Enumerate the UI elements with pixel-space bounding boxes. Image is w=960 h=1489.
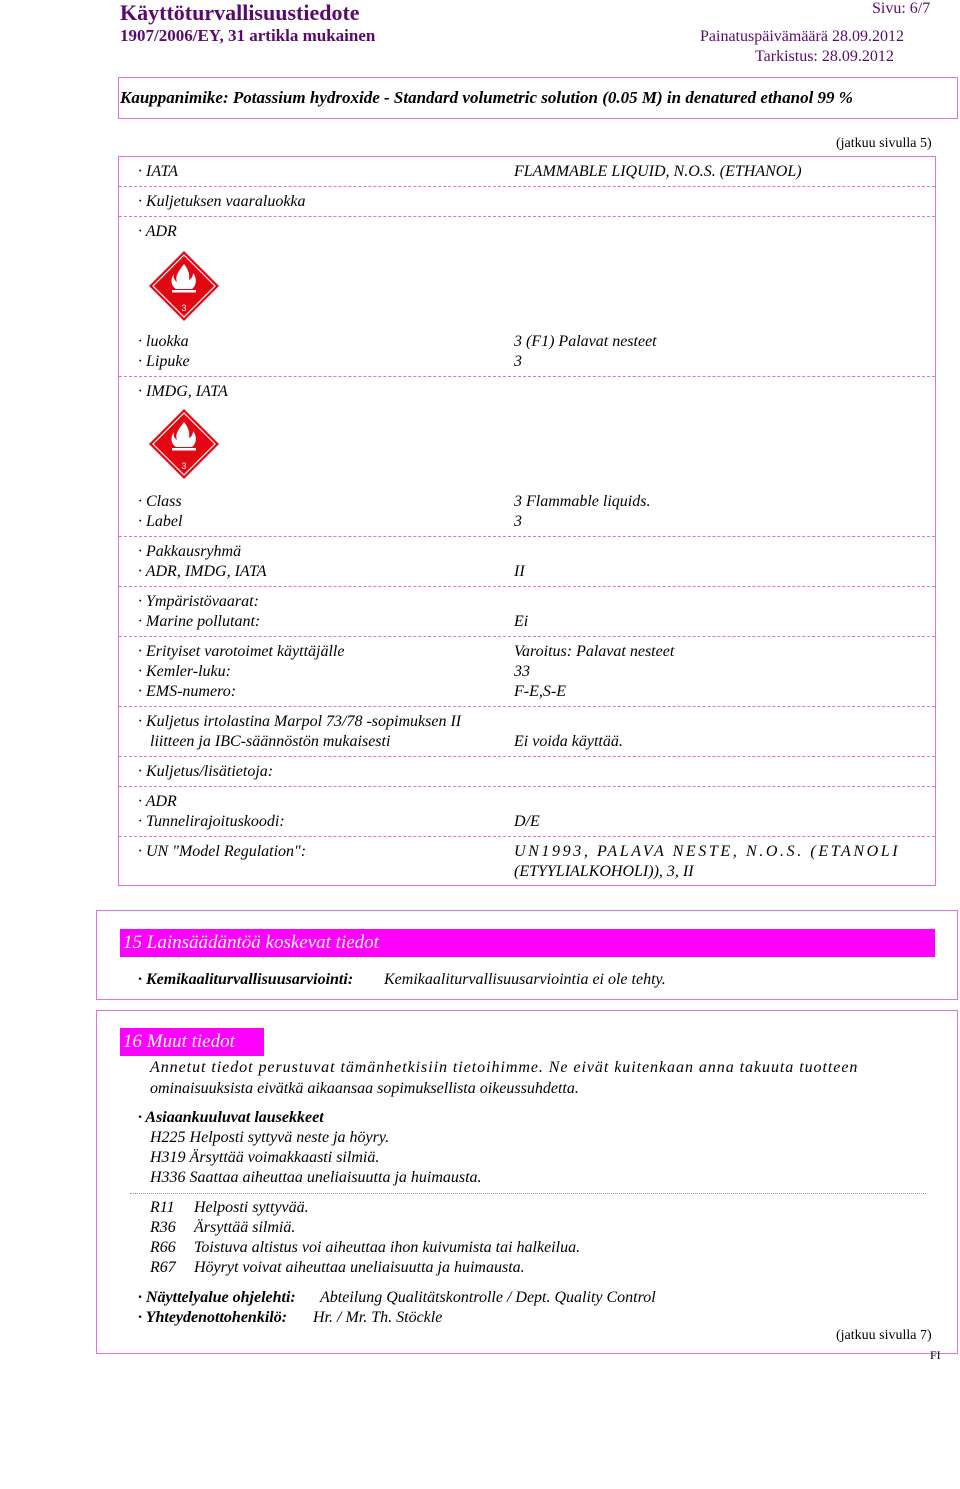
- lipuke-value: 3: [514, 353, 522, 370]
- lipuke-label: · Lipuke: [138, 353, 190, 370]
- divider: [119, 186, 935, 187]
- packing-adr-label: · ADR, IMDG, IATA: [138, 563, 267, 580]
- divider: [119, 376, 935, 377]
- r-phrase-code: R67: [150, 1259, 176, 1276]
- regulation-line: 1907/2006/EY, 31 artikla mukainen: [120, 26, 376, 45]
- contact-value: Hr. / Mr. Th. Stöckle: [313, 1309, 443, 1326]
- chemical-safety-label: · Kemikaaliturvallisuusarviointi:: [138, 971, 354, 988]
- r-phrase-code: R11: [150, 1199, 175, 1216]
- divider: [119, 216, 935, 217]
- document-title: Käyttöturvallisuustiedote: [120, 0, 360, 25]
- h-phrase: H319 Ärsyttää voimakkaasti silmiä.: [150, 1149, 380, 1166]
- h-phrase: H336 Saattaa aiheuttaa uneliaisuutta ja huimausta.: [150, 1169, 482, 1186]
- un-label: · UN "Model Regulation":: [138, 843, 307, 860]
- intro-line-1: Annetut tiedot perustuvat tämänhetkisiin tietoihimme. Ne eivät kuitenkaan anna takuuta tuotteen: [150, 1059, 859, 1076]
- un-value-1: UN1993, PALAVA NESTE, N.O.S. (ETANOLI: [514, 843, 901, 860]
- packing-adr-value: II: [514, 563, 525, 580]
- r-phrase-text: Ärsyttää silmiä.: [194, 1219, 296, 1236]
- continued-to: (jatkuu sivulla 7): [836, 1328, 932, 1343]
- divider: [119, 536, 935, 537]
- marine-value: Ei: [514, 613, 529, 630]
- page-number: Sivu: 6/7: [872, 0, 931, 17]
- ems-label: · EMS-numero:: [138, 683, 237, 700]
- iata-value: FLAMMABLE LIQUID, N.O.S. (ETHANOL): [514, 163, 802, 180]
- r-phrase-code: R36: [150, 1219, 176, 1236]
- chemical-safety-value: Kemikaaliturvallisuusarviointia ei ole tehty.: [384, 971, 666, 988]
- issuer-label: · Näyttelyalue ohjelehti:: [138, 1289, 296, 1306]
- marine-label: · Marine pollutant:: [138, 613, 261, 630]
- bulk-label-2: liitteen ja IBC-säännöstön mukaisesti: [150, 733, 391, 750]
- section-15-heading: 15 Lainsäädäntöä koskevat tiedot: [120, 929, 935, 957]
- revision-date: Tarkistus: 28.09.2012: [755, 48, 894, 65]
- luokka-value: 3 (F1) Palavat nesteet: [514, 333, 657, 350]
- flammable-placard-icon: [148, 408, 220, 480]
- country-code: FI: [930, 1348, 941, 1362]
- class-label: · Class: [138, 493, 182, 510]
- tunnel-label: · Tunnelirajoituskoodi:: [138, 813, 285, 830]
- phrases-label: · Asiaankuuluvat lausekkeet: [138, 1109, 324, 1126]
- iata-label: · IATA: [138, 163, 178, 180]
- continued-from: (jatkuu sivulla 5): [836, 136, 932, 151]
- divider: [119, 586, 935, 587]
- flammable-placard-icon: [148, 250, 220, 322]
- special-label: · Erityiset varotoimet käyttäjälle: [138, 643, 345, 660]
- divider: [130, 1193, 926, 1194]
- r-phrase-text: Höyryt voivat aiheuttaa uneliaisuutta ja huimausta.: [194, 1259, 525, 1276]
- bulk-value: Ei voida käyttää.: [514, 733, 623, 750]
- h-phrase: H225 Helposti syttyvä neste ja höyry.: [150, 1129, 390, 1146]
- divider: [119, 786, 935, 787]
- divider: [119, 756, 935, 757]
- divider: [119, 836, 935, 837]
- env-label: · Ympäristövaarat:: [138, 593, 259, 610]
- imdg-iata-label: · IMDG, IATA: [138, 383, 228, 400]
- placard-number: 3: [181, 303, 187, 313]
- intro-line-2: ominaisuuksista eivätkä aikaansaa sopimuksellista oikeussuhdetta.: [150, 1080, 579, 1097]
- hazard-class-label: · Kuljetuksen vaaraluokka: [138, 193, 306, 210]
- issuer-value: Abteilung Qualitätskontrolle / Dept. Quality Control: [320, 1289, 656, 1306]
- ems-value: F-E,S-E: [514, 683, 566, 700]
- divider: [119, 706, 935, 707]
- product-name: Kauppanimike: Potassium hydroxide - Standard volumetric solution (0.05 M) in denatured ethanol 99 %: [120, 88, 853, 107]
- adr2-label: · ADR: [138, 793, 177, 810]
- kemler-label: · Kemler-luku:: [138, 663, 231, 680]
- adr-label: · ADR: [138, 223, 177, 240]
- luokka-label: · luokka: [138, 333, 189, 350]
- r-phrase-code: R66: [150, 1239, 176, 1256]
- divider: [119, 636, 935, 637]
- class-value: 3 Flammable liquids.: [514, 493, 651, 510]
- label-label: · Label: [138, 513, 183, 530]
- contact-label: · Yhteydenottohenkilö:: [138, 1309, 288, 1326]
- r-phrase-text: Toistuva altistus voi aiheuttaa ihon kuivumista tai halkeilua.: [194, 1239, 581, 1256]
- tunnel-value: D/E: [514, 813, 540, 830]
- label-value: 3: [514, 513, 522, 530]
- packing-group-label: · Pakkausryhmä: [138, 543, 242, 560]
- print-date: Painatuspäivämäärä 28.09.2012: [700, 28, 904, 45]
- special-value: Varoitus: Palavat nesteet: [514, 643, 675, 660]
- additional-label: · Kuljetus/lisätietoja:: [138, 763, 274, 780]
- kemler-value: 33: [514, 663, 530, 680]
- placard-number: 3: [181, 461, 187, 471]
- bulk-label-1: · Kuljetus irtolastina Marpol 73/78 -sopimuksen II: [138, 713, 462, 730]
- un-value-2: (ETYYLIALKOHOLI)), 3, II: [514, 863, 694, 880]
- section-16-heading: 16 Muut tiedot: [120, 1028, 264, 1056]
- r-phrase-text: Helposti syttyvää.: [194, 1199, 309, 1216]
